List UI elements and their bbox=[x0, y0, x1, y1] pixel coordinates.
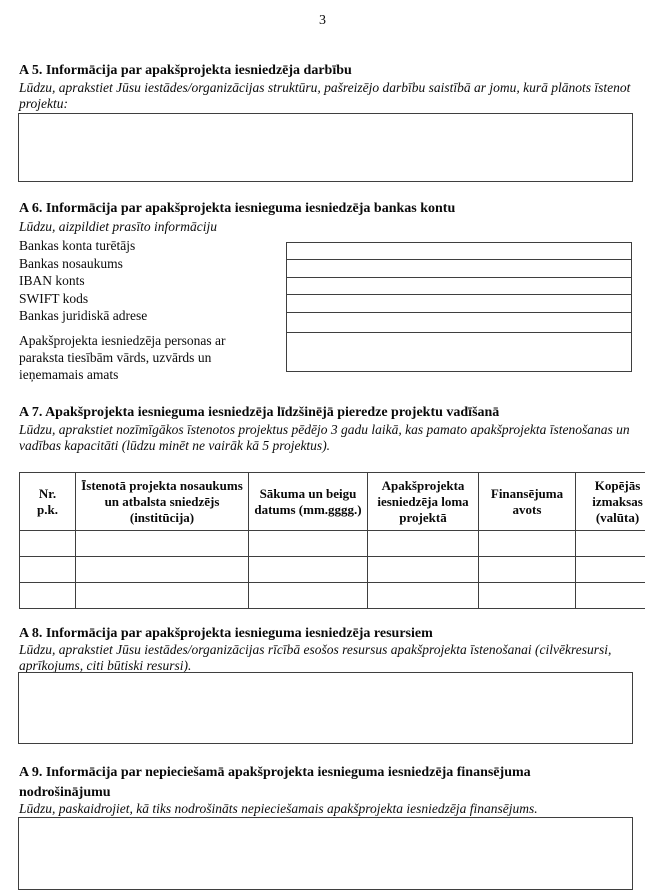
bank-field-input-row[interactable] bbox=[287, 294, 631, 312]
experience-table-header-cell: Apakšprojekta iesniedzēja loma projektā bbox=[368, 473, 479, 531]
experience-table-cell[interactable] bbox=[479, 557, 576, 583]
experience-table-cell[interactable] bbox=[368, 583, 479, 609]
experience-table-header-cell: Sākuma un beigu datums (mm.gggg.) bbox=[249, 473, 368, 531]
bank-field-input-row[interactable] bbox=[287, 332, 631, 371]
experience-table-cell[interactable] bbox=[576, 583, 645, 609]
experience-table-header-cell: Īstenotā projekta nosaukums un atbalsta sniedzējs (institūcija) bbox=[76, 473, 249, 531]
bank-field-input-row[interactable] bbox=[287, 277, 631, 294]
experience-table-cell[interactable] bbox=[249, 583, 368, 609]
table-row bbox=[20, 557, 645, 583]
bank-field-input-row[interactable] bbox=[287, 259, 631, 277]
experience-table-cell[interactable] bbox=[576, 557, 645, 583]
section-a9-description: Lūdzu, paskaidrojiet, kā tiks nodrošināts nepieciešamais apakšprojekta iesniedzēja finansējums. bbox=[19, 801, 538, 816]
experience-table-cell[interactable] bbox=[368, 557, 479, 583]
experience-table-header-cell: Nr. p.k. bbox=[20, 473, 76, 531]
experience-table bbox=[19, 472, 645, 609]
experience-table-cell[interactable] bbox=[20, 583, 76, 609]
section-a7-heading: A 7. Apakšprojekta iesnieguma iesniedzēja līdzšinējā pieredze projektu vadīšanā bbox=[19, 405, 500, 420]
experience-table-cell[interactable] bbox=[20, 531, 76, 557]
section-a9-heading: A 9. Informācija par nepieciešamā apakšprojekta iesnieguma iesniedzēja finansējuma nodrošinājumu bbox=[19, 765, 531, 800]
section-a6-description: Lūdzu, aizpildiet prasīto informāciju bbox=[19, 219, 218, 234]
table-row bbox=[20, 583, 645, 609]
experience-table-cell[interactable] bbox=[76, 583, 249, 609]
bank-field-input-row[interactable] bbox=[287, 312, 631, 332]
section-a8-heading: A 8. Informācija par apakšprojekta iesnieguma iesniedzēja resursiem bbox=[19, 626, 433, 641]
bank-fields-box bbox=[286, 242, 632, 372]
table-row bbox=[20, 531, 645, 557]
experience-table-cell[interactable] bbox=[368, 531, 479, 557]
a9-response-box[interactable] bbox=[18, 817, 633, 890]
experience-table-header-row bbox=[20, 473, 645, 531]
section-a8-description: Lūdzu, aprakstiet Jūsu iestādes/organizācijas rīcībā esošos resursus apakšprojekta īstenošanai (cilvēkresursi, aprīkojums, citi būtiski resursi). bbox=[19, 642, 612, 673]
bank-field-input-row[interactable] bbox=[287, 243, 631, 259]
experience-table-cell[interactable] bbox=[20, 557, 76, 583]
experience-table-cell[interactable] bbox=[479, 531, 576, 557]
experience-table-cell[interactable] bbox=[479, 583, 576, 609]
bank-field-label: IBAN konts bbox=[19, 273, 85, 288]
a5-response-box[interactable] bbox=[18, 113, 633, 182]
bank-field-label: Bankas nosaukums bbox=[19, 256, 123, 271]
section-a7-description: Lūdzu, aprakstiet nozīmīgākos īstenotos projektus pēdējo 3 gadu laikā, kas pamato apakšprojekta īstenošanas un vadības kapacitāti (lūdzu minēt ne vairāk kā 5 projektus). bbox=[19, 422, 630, 453]
experience-table-cell[interactable] bbox=[76, 531, 249, 557]
section-a5-description: Lūdzu, aprakstiet Jūsu iestādes/organizācijas struktūru, pašreizējo darbību saistībā ar jomu, kurā plānots īstenot projektu: bbox=[19, 80, 631, 111]
experience-table-cell[interactable] bbox=[249, 531, 368, 557]
section-a5-heading: A 5. Informācija par apakšprojekta iesniedzēja darbību bbox=[19, 63, 352, 78]
experience-table-header-cell: Kopējās izmaksas (valūta) bbox=[576, 473, 645, 531]
experience-table-cell[interactable] bbox=[249, 557, 368, 583]
section-a6-heading: A 6. Informācija par apakšprojekta iesnieguma iesniedzēja bankas kontu bbox=[19, 201, 456, 216]
experience-table-cell[interactable] bbox=[76, 557, 249, 583]
bank-field-label: Bankas konta turētājs bbox=[19, 238, 136, 253]
page-number: 3 bbox=[319, 13, 326, 28]
bank-field-label: Bankas juridiskā adrese bbox=[19, 308, 148, 323]
experience-table-header-cell: Finansējuma avots bbox=[479, 473, 576, 531]
bank-field-label: Apakšprojekta iesniedzēja personas ar paraksta tiesībām vārds, uzvārds un ieņemamais amats bbox=[19, 333, 226, 382]
experience-table-cell[interactable] bbox=[576, 531, 645, 557]
bank-field-label: SWIFT kods bbox=[19, 291, 89, 306]
a8-response-box[interactable] bbox=[18, 672, 633, 744]
